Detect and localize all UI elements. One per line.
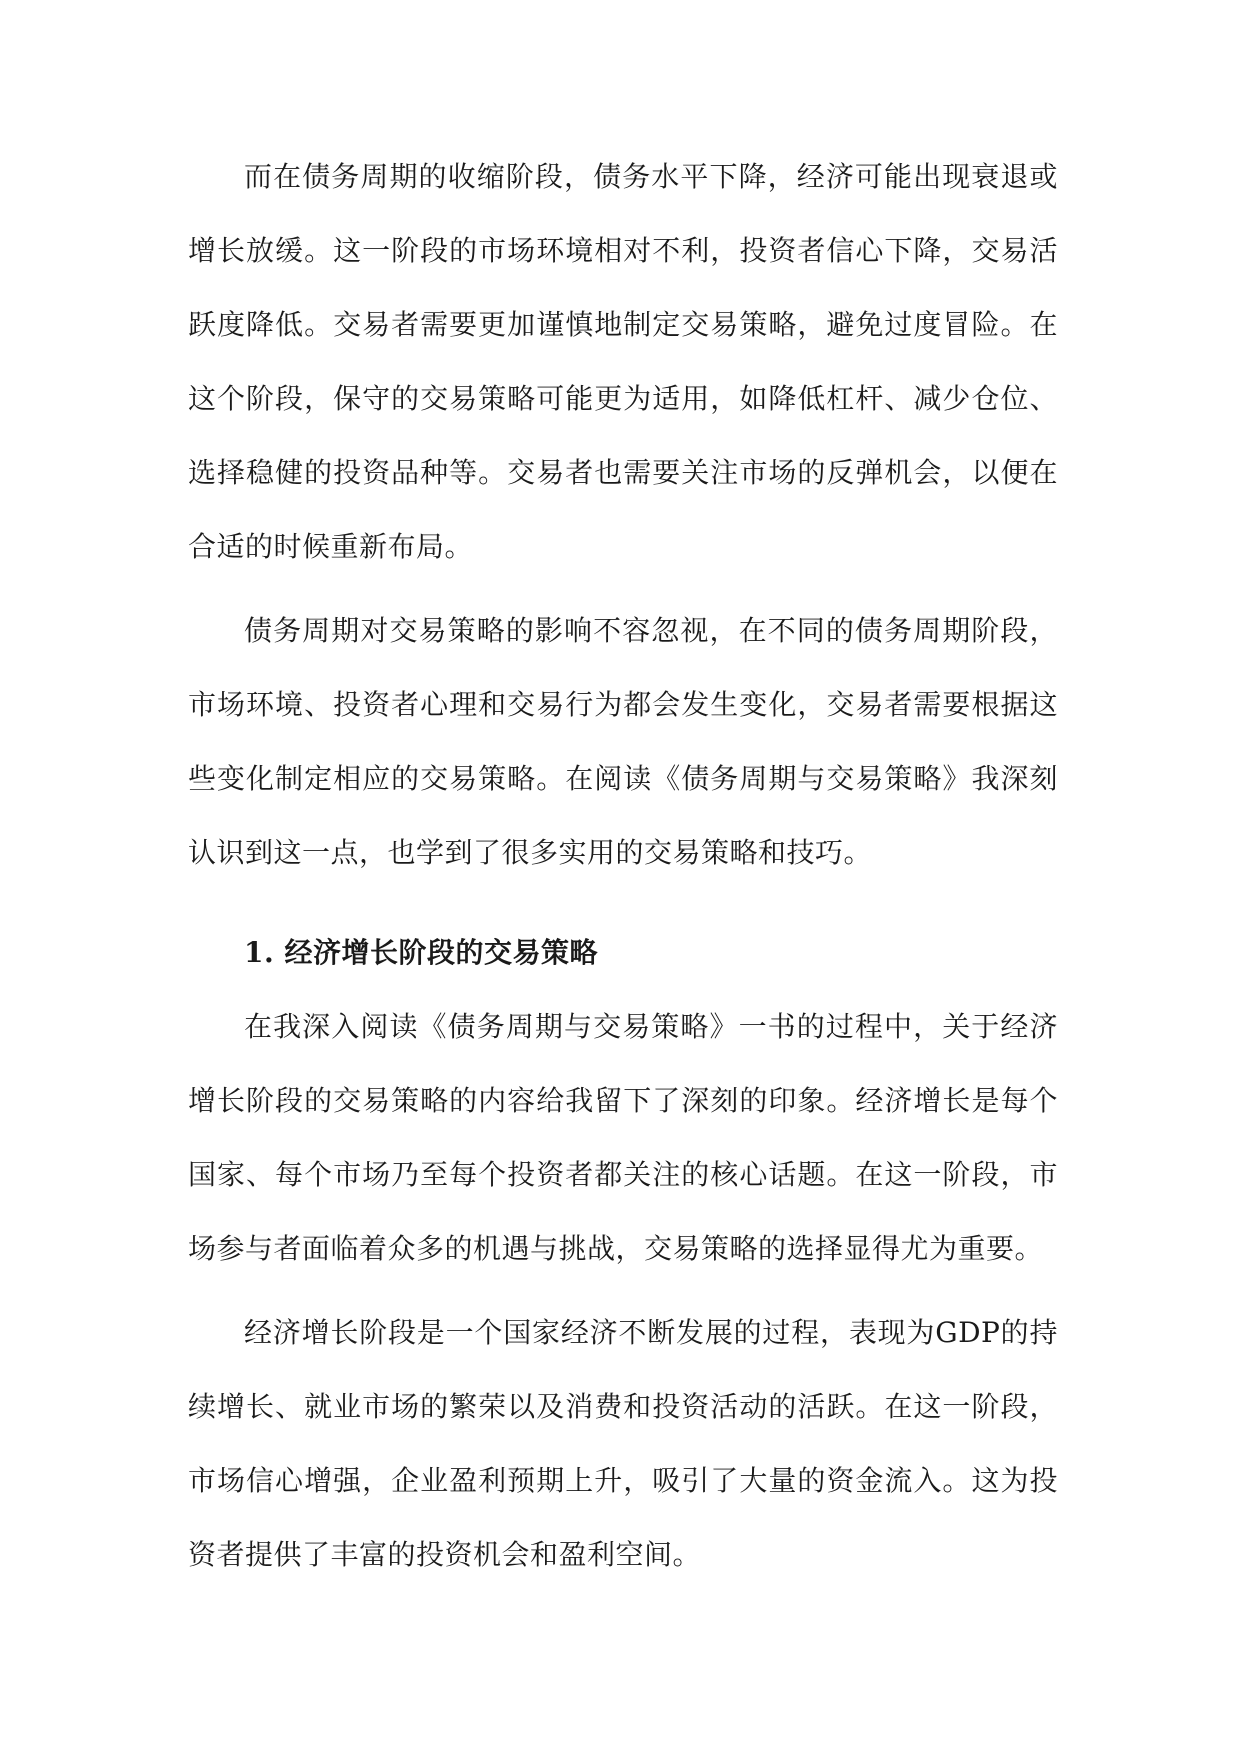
paragraph-growth-intro: 在我深入阅读《债务周期与交易策略》一书的过程中，关于经济增长阶段的交易策略的内容给我留下了深刻的印象。经济增长是每个国家、每个市场乃至每个投资者都关注的核心话题。在这一阶段，市场参与者面临着众多的机遇与挑战，交易策略的选择显得尤为重要。 [188,1010,1058,1265]
paragraph-debt-contraction: 而在债务周期的收缩阶段，债务水平下降，经济可能出现衰退或增长放缓。这一阶段的市场环境相对不利，投资者信心下降，交易活跃度降低。交易者需要更加谨慎地制定交易策略，避免过度冒险。在这个阶段，保守的交易策略可能更为适用，如降低杠杆、减少仓位、选择稳健的投资品种等。交易者也需要关注市场的反弹机会，以便在合适的时候重新布局。 [188,160,1058,563]
section-heading: 1. 经济增长阶段的交易策略 [244,936,598,969]
paragraph-growth-definition: 经济增长阶段是一个国家经济不断发展的过程，表现为GDP的持续增长、就业市场的繁荣以及消费和投资活动的活跃。在这一阶段，市场信心增强，企业盈利预期上升，吸引了大量的资金流入。这为投资者提供了丰富的投资机会和盈利空间。 [188,1316,1058,1571]
document-page [188,140,1058,1602]
paragraph-debt-cycle-impact: 债务周期对交易策略的影响不容忽视，在不同的债务周期阶段，市场环境、投资者心理和交易行为都会发生变化，交易者需要根据这些变化制定相应的交易策略。在阅读《债务周期与交易策略》我深刻认识到这一点，也学到了很多实用的交易策略和技巧。 [188,614,1058,869]
